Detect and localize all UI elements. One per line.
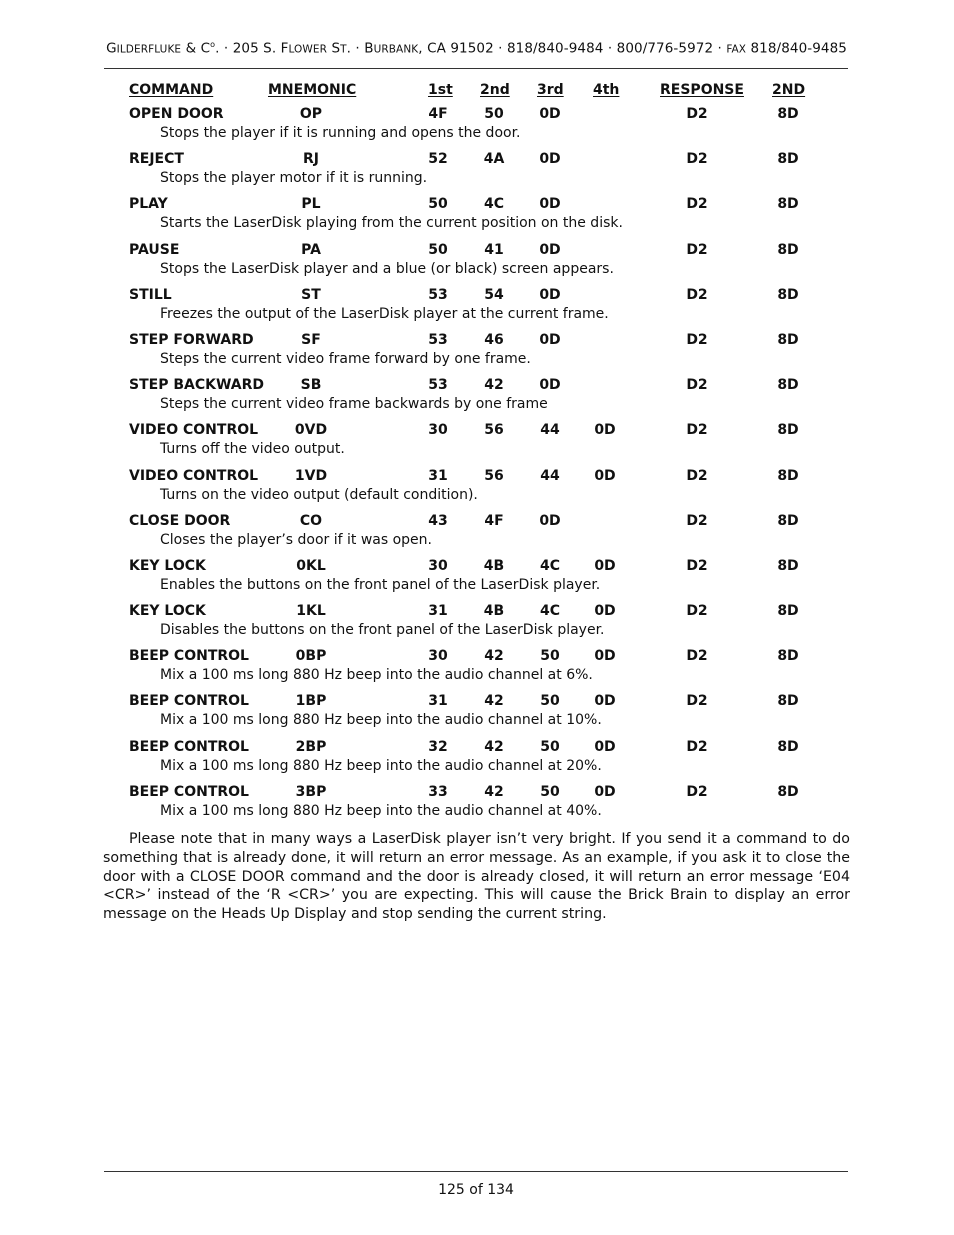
byte3-cell: 0D bbox=[539, 377, 561, 394]
command-description: Mix a 100 ms long 880 Hz beep into the audio channel at 20%. bbox=[160, 757, 602, 774]
response-cell: D2 bbox=[686, 331, 708, 348]
byte2-cell: 4C bbox=[483, 196, 504, 213]
header-st-rest: T bbox=[340, 43, 347, 56]
byte3-cell: 0D bbox=[539, 241, 561, 258]
page-header bbox=[104, 40, 847, 57]
response-cell: D2 bbox=[686, 196, 708, 213]
command-description: Mix a 100 ms long 880 Hz beep into the audio channel at 40%. bbox=[160, 802, 602, 819]
command-cell: KEY LOCK bbox=[129, 603, 206, 620]
note-paragraph: Please note that in many ways a LaserDisk player isn’t very bright. If you send it a command to do something that is already done, it will return an error message. As an example, if you ask it to close the door with a CLOSE DOOR command and the door is already closed, it will return an error message ‘E04 <CR>’ instead of the ‘R <CR>’ you are expecting. This will cause the Brick Brain to display an error message on the Heads Up Display and stop sending the current string. bbox=[103, 831, 850, 923]
byte1-cell: 52 bbox=[428, 151, 448, 168]
table-row bbox=[0, 558, 954, 603]
table-body bbox=[0, 106, 954, 829]
byte1-cell: 30 bbox=[428, 422, 448, 439]
command-description: Turns on the video output (default condition). bbox=[160, 486, 478, 503]
mnemonic-cell: ST bbox=[301, 286, 321, 303]
command-description: Stops the player motor if it is running. bbox=[160, 170, 428, 187]
command-cell: STEP FORWARD bbox=[129, 331, 254, 348]
byte3-cell: 44 bbox=[540, 467, 560, 484]
mnemonic-cell: 1BP bbox=[295, 693, 327, 710]
byte3-cell: 50 bbox=[540, 648, 560, 665]
command-cell: BEEP CONTROL bbox=[129, 783, 249, 800]
command-description: Starts the LaserDisk playing from the current position on the disk. bbox=[160, 215, 623, 232]
mnemonic-cell: RJ bbox=[303, 151, 319, 168]
header-address-rest: , CA 91502 · 818/840-9484 · 800/776-5972 · bbox=[418, 40, 727, 57]
byte1-cell: 30 bbox=[428, 648, 448, 665]
byte1-cell: 31 bbox=[428, 467, 448, 484]
byte3-cell: 4C bbox=[539, 603, 560, 620]
header-third: 3rd bbox=[537, 82, 564, 98]
byte2-cell: 4A bbox=[483, 151, 505, 168]
command-description: Closes the player’s door if it was open. bbox=[160, 531, 432, 548]
byte4-cell: 0D bbox=[594, 557, 616, 574]
byte4-cell: 0D bbox=[594, 693, 616, 710]
command-cell: STEP BACKWARD bbox=[129, 377, 265, 394]
command-description: Turns off the video output. bbox=[160, 441, 345, 458]
response-cell: D2 bbox=[686, 286, 708, 303]
mnemonic-cell: PA bbox=[301, 241, 321, 258]
table-row bbox=[0, 196, 954, 241]
byte2-cell: 56 bbox=[484, 422, 504, 439]
mnemonic-cell: 1KL bbox=[296, 603, 326, 620]
response-cell: D2 bbox=[686, 241, 708, 258]
byte3-cell: 0D bbox=[539, 512, 561, 529]
second-response-cell: 8D bbox=[777, 196, 799, 213]
second-response-cell: 8D bbox=[777, 783, 799, 800]
byte1-cell: 32 bbox=[428, 738, 448, 755]
second-response-cell: 8D bbox=[777, 377, 799, 394]
byte4-cell: 0D bbox=[594, 783, 616, 800]
byte3-cell: 44 bbox=[540, 422, 560, 439]
command-description: Steps the current video frame backwards by one frame bbox=[160, 396, 548, 413]
byte1-cell: 53 bbox=[428, 331, 448, 348]
header-street-rest: LOWER bbox=[288, 43, 328, 56]
command-cell: VIDEO CONTROL bbox=[129, 422, 259, 439]
byte1-cell: 50 bbox=[428, 196, 448, 213]
command-cell: BEEP CONTROL bbox=[129, 738, 249, 755]
second-response-cell: 8D bbox=[777, 467, 799, 484]
table-row bbox=[0, 784, 954, 829]
second-response-cell: 8D bbox=[777, 106, 799, 122]
table-row bbox=[0, 106, 954, 151]
byte3-cell: 0D bbox=[539, 331, 561, 348]
byte4-cell: 0D bbox=[594, 467, 616, 484]
byte3-cell: 4C bbox=[539, 557, 560, 574]
mnemonic-cell: 3BP bbox=[295, 783, 327, 800]
response-cell: D2 bbox=[686, 603, 708, 620]
byte2-cell: 56 bbox=[484, 467, 504, 484]
second-response-cell: 8D bbox=[777, 286, 799, 303]
command-description: Freezes the output of the LaserDisk player at the current frame. bbox=[160, 305, 609, 322]
byte1-cell: 31 bbox=[428, 693, 448, 710]
table-row bbox=[0, 468, 954, 513]
table-row bbox=[0, 377, 954, 422]
table-row bbox=[0, 739, 954, 784]
response-cell: D2 bbox=[686, 512, 708, 529]
byte1-cell: 33 bbox=[428, 783, 448, 800]
header-fax-number: 818/840-9485 bbox=[746, 40, 847, 57]
command-cell: REJECT bbox=[129, 151, 184, 168]
header-fourth: 4th bbox=[593, 82, 620, 98]
command-table bbox=[0, 80, 954, 829]
response-cell: D2 bbox=[686, 377, 708, 394]
table-header-row bbox=[0, 80, 954, 106]
byte3-cell: 0D bbox=[539, 106, 561, 122]
header-st-initial: S bbox=[327, 40, 341, 57]
byte1-cell: 4F bbox=[428, 106, 448, 122]
command-description: Enables the buttons on the front panel of the LaserDisk player. bbox=[160, 576, 601, 593]
byte3-cell: 0D bbox=[539, 151, 561, 168]
byte3-cell: 0D bbox=[539, 286, 561, 303]
header-company-rest: ILDERFLUKE bbox=[116, 43, 182, 56]
second-response-cell: 8D bbox=[777, 603, 799, 620]
command-cell: BEEP CONTROL bbox=[129, 693, 249, 710]
response-cell: D2 bbox=[686, 106, 708, 122]
command-cell: PLAY bbox=[129, 196, 168, 213]
byte3-cell: 0D bbox=[539, 196, 561, 213]
byte2-cell: 42 bbox=[484, 693, 504, 710]
byte1-cell: 43 bbox=[428, 512, 448, 529]
header-first: 1st bbox=[428, 82, 453, 98]
table-row bbox=[0, 287, 954, 332]
second-response-cell: 8D bbox=[777, 151, 799, 168]
header-co-sup: o bbox=[210, 40, 216, 49]
header-command: COMMAND bbox=[129, 82, 214, 98]
header-fax-label: FAX bbox=[726, 43, 747, 56]
byte1-cell: 53 bbox=[428, 377, 448, 394]
command-cell: STILL bbox=[129, 286, 172, 303]
response-cell: D2 bbox=[686, 422, 708, 439]
header-and-co: & C bbox=[185, 40, 211, 57]
header-response: RESPONSE bbox=[660, 82, 744, 98]
header-mnemonic: MNEMONIC bbox=[268, 82, 357, 98]
byte2-cell: 54 bbox=[484, 286, 504, 303]
byte2-cell: 46 bbox=[484, 331, 504, 348]
mnemonic-cell: SB bbox=[300, 377, 322, 394]
command-cell: PAUSE bbox=[129, 241, 180, 258]
response-cell: D2 bbox=[686, 783, 708, 800]
second-response-cell: 8D bbox=[777, 422, 799, 439]
header-dot: . · bbox=[346, 40, 365, 57]
second-response-cell: 8D bbox=[777, 738, 799, 755]
second-response-cell: 8D bbox=[777, 241, 799, 258]
footer-rule bbox=[104, 1171, 848, 1172]
table-row bbox=[0, 151, 954, 196]
byte3-cell: 50 bbox=[540, 693, 560, 710]
response-cell: D2 bbox=[686, 738, 708, 755]
second-response-cell: 8D bbox=[777, 331, 799, 348]
byte2-cell: 42 bbox=[484, 738, 504, 755]
byte2-cell: 41 bbox=[484, 241, 504, 258]
byte2-cell: 50 bbox=[484, 106, 504, 122]
byte2-cell: 4B bbox=[483, 603, 505, 620]
command-description: Stops the LaserDisk player and a blue (or black) screen appears. bbox=[160, 260, 614, 277]
second-response-cell: 8D bbox=[777, 512, 799, 529]
response-cell: D2 bbox=[686, 693, 708, 710]
page-number: 125 of 134 bbox=[438, 1182, 514, 1198]
command-description: Steps the current video frame forward by one frame. bbox=[160, 350, 531, 367]
byte4-cell: 0D bbox=[594, 422, 616, 439]
byte1-cell: 31 bbox=[428, 603, 448, 620]
second-response-cell: 8D bbox=[777, 693, 799, 710]
command-cell: OPEN DOOR bbox=[129, 106, 224, 122]
response-cell: D2 bbox=[686, 467, 708, 484]
byte2-cell: 4F bbox=[484, 512, 504, 529]
header-second-response: 2ND bbox=[772, 82, 806, 98]
byte2-cell: 4B bbox=[483, 557, 505, 574]
table-row bbox=[0, 332, 954, 377]
command-description: Disables the buttons on the front panel of the LaserDisk player. bbox=[160, 622, 605, 639]
byte2-cell: 42 bbox=[484, 648, 504, 665]
mnemonic-cell: 2BP bbox=[295, 738, 327, 755]
mnemonic-cell: 1VD bbox=[294, 467, 328, 484]
header-rule bbox=[104, 68, 848, 69]
header-city-initial: B bbox=[364, 40, 374, 57]
header-street-initial: F bbox=[280, 40, 289, 57]
response-cell: D2 bbox=[686, 648, 708, 665]
mnemonic-cell: SF bbox=[301, 331, 321, 348]
byte4-cell: 0D bbox=[594, 738, 616, 755]
response-cell: D2 bbox=[686, 557, 708, 574]
header-address-pre: . · 205 S. bbox=[215, 40, 281, 57]
byte1-cell: 50 bbox=[428, 241, 448, 258]
command-description: Mix a 100 ms long 880 Hz beep into the audio channel at 10%. bbox=[160, 712, 602, 729]
mnemonic-cell: 0VD bbox=[294, 422, 328, 439]
response-cell: D2 bbox=[686, 151, 708, 168]
byte3-cell: 50 bbox=[540, 783, 560, 800]
byte2-cell: 42 bbox=[484, 783, 504, 800]
command-description: Stops the player if it is running and opens the door. bbox=[160, 125, 521, 141]
table-row bbox=[0, 422, 954, 467]
header-second: 2nd bbox=[480, 82, 510, 98]
mnemonic-cell: OP bbox=[299, 106, 323, 122]
byte1-cell: 30 bbox=[428, 557, 448, 574]
table-row bbox=[0, 648, 954, 693]
byte1-cell: 53 bbox=[428, 286, 448, 303]
command-description: Mix a 100 ms long 880 Hz beep into the audio channel at 6%. bbox=[160, 667, 593, 684]
command-cell: BEEP CONTROL bbox=[129, 648, 249, 665]
mnemonic-cell: 0KL bbox=[296, 557, 326, 574]
second-response-cell: 8D bbox=[777, 648, 799, 665]
table-row bbox=[0, 693, 954, 738]
byte4-cell: 0D bbox=[594, 648, 616, 665]
header-city-rest: URBANK bbox=[373, 43, 419, 56]
mnemonic-cell: PL bbox=[301, 196, 321, 213]
mnemonic-cell: 0BP bbox=[295, 648, 327, 665]
byte3-cell: 50 bbox=[540, 738, 560, 755]
header-company-initial: G bbox=[106, 40, 117, 57]
table-row bbox=[0, 242, 954, 287]
byte2-cell: 42 bbox=[484, 377, 504, 394]
table-row bbox=[0, 603, 954, 648]
second-response-cell: 8D bbox=[777, 557, 799, 574]
command-cell: KEY LOCK bbox=[129, 557, 206, 574]
byte4-cell: 0D bbox=[594, 603, 616, 620]
mnemonic-cell: CO bbox=[299, 512, 323, 529]
table-row bbox=[0, 513, 954, 558]
command-cell: VIDEO CONTROL bbox=[129, 467, 259, 484]
command-cell: CLOSE DOOR bbox=[129, 512, 231, 529]
